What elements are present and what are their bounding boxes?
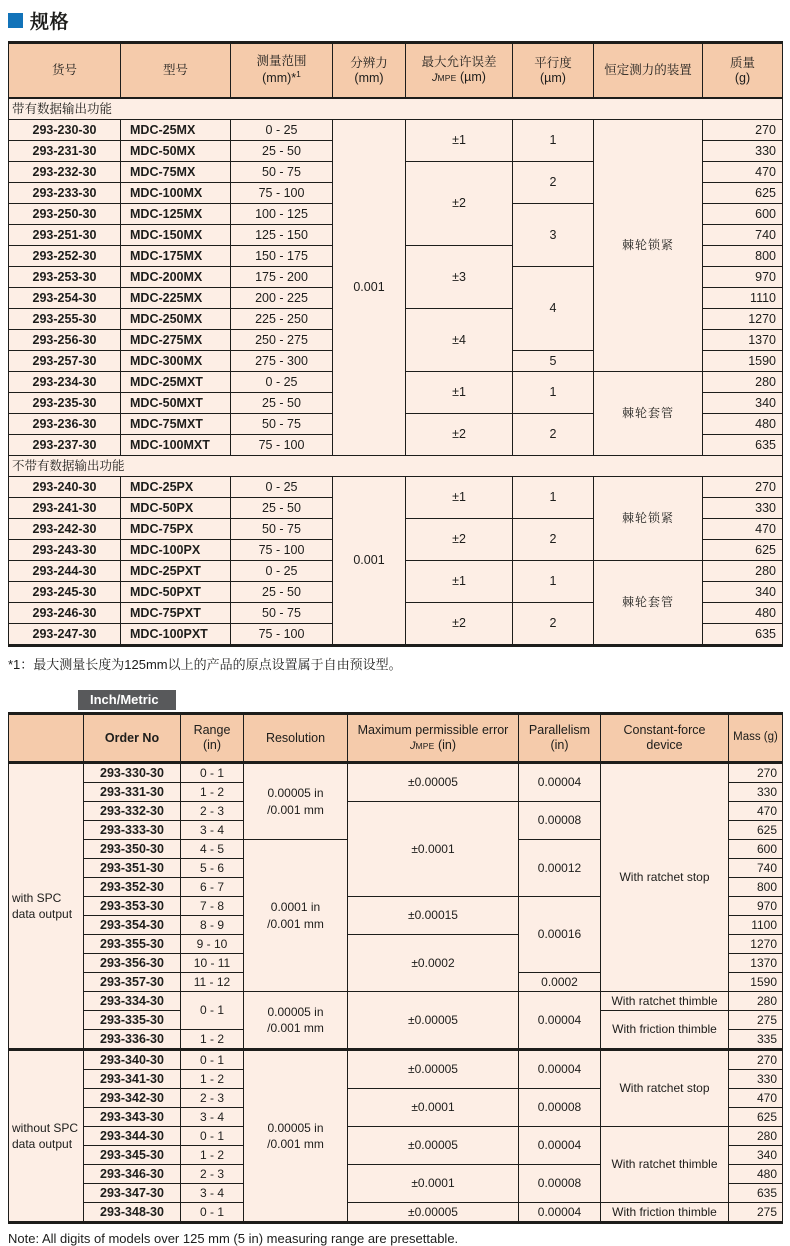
mass-cell: 280 (729, 992, 783, 1011)
resolution-cell: 0.00005 in /0.001 mm (244, 763, 348, 840)
order-no-cell: 293-257-30 (9, 351, 121, 372)
device-cell: With ratchet stop (601, 1050, 729, 1127)
order-no-cell: 293-340-30 (84, 1050, 181, 1070)
section-label: 不带有数据输出功能 (9, 456, 783, 477)
range-cell: 5 - 6 (181, 859, 244, 878)
mpe-cell: ±2 (406, 603, 513, 646)
model-cell: MDC-150MX (121, 225, 231, 246)
order-no-cell: 293-354-30 (84, 916, 181, 935)
col-header-mpe: 最大允许误差 JMPE (µm) (406, 43, 513, 99)
order-no-cell: 293-250-30 (9, 204, 121, 225)
range-cell: 225 - 250 (231, 309, 333, 330)
order-no-cell: 293-255-30 (9, 309, 121, 330)
order-no-cell: 293-333-30 (84, 821, 181, 840)
col-header-mpe: Maximum permissible error JMPE (in) (348, 714, 519, 763)
inch-spec-table (8, 712, 783, 1224)
col-header-order-no: Order No (84, 714, 181, 763)
mpe-cell: ±1 (406, 372, 513, 414)
mass-cell: 1270 (729, 935, 783, 954)
range-cell: 0 - 1 (181, 992, 244, 1030)
device-cell: With friction thimble (601, 1011, 729, 1050)
model-cell: MDC-75PX (121, 519, 231, 540)
order-no-cell: 293-350-30 (84, 840, 181, 859)
order-no-cell: 293-335-30 (84, 1011, 181, 1030)
resolution-cell: 0.001 (333, 477, 406, 646)
mpe-cell: ±3 (406, 246, 513, 309)
mass-cell: 270 (703, 477, 783, 498)
model-cell: MDC-50PXT (121, 582, 231, 603)
mass-cell: 270 (703, 120, 783, 141)
parallelism-cell: 2 (513, 603, 594, 646)
parallelism-cell: 3 (513, 204, 594, 267)
mass-cell: 625 (703, 540, 783, 561)
order-no-cell: 293-242-30 (9, 519, 121, 540)
col-header-device: Constant-force device (601, 714, 729, 763)
range-cell: 3 - 4 (181, 1184, 244, 1203)
mass-cell: 270 (729, 763, 783, 783)
range-cell: 75 - 100 (231, 624, 333, 646)
mass-cell: 480 (703, 603, 783, 624)
table-row (9, 1127, 783, 1146)
mass-cell: 470 (703, 519, 783, 540)
order-no-cell: 293-234-30 (9, 372, 121, 393)
mass-cell: 335 (729, 1030, 783, 1050)
mpe-cell: ±0.0001 (348, 802, 519, 897)
order-no-cell: 293-231-30 (9, 141, 121, 162)
model-cell: MDC-100PX (121, 540, 231, 561)
table-row (9, 1203, 783, 1223)
mass-cell: 1100 (729, 916, 783, 935)
mpe-cell: ±0.00005 (348, 763, 519, 802)
range-cell: 9 - 10 (181, 935, 244, 954)
table-row (9, 477, 783, 498)
range-cell: 6 - 7 (181, 878, 244, 897)
model-cell: MDC-225MX (121, 288, 231, 309)
parallelism-cell: 2 (513, 162, 594, 204)
mass-cell: 970 (703, 267, 783, 288)
order-no-cell: 293-346-30 (84, 1165, 181, 1184)
footnote: *1：最大测量长度为125mm以上的产品的原点设置属于自由预设型。 (8, 657, 402, 672)
range-cell: 10 - 11 (181, 954, 244, 973)
mass-cell: 340 (729, 1146, 783, 1165)
mass-cell: 275 (729, 1011, 783, 1030)
mass-cell: 1370 (729, 954, 783, 973)
model-cell: MDC-25MXT (121, 372, 231, 393)
table-row (9, 763, 783, 783)
order-no-cell: 293-236-30 (9, 414, 121, 435)
mass-cell: 470 (729, 802, 783, 821)
col-header-range: Range (in) (181, 714, 244, 763)
model-cell: MDC-25MX (121, 120, 231, 141)
order-no-cell: 293-256-30 (9, 330, 121, 351)
order-no-cell: 293-251-30 (9, 225, 121, 246)
col-header-group-stub (9, 714, 84, 763)
parallelism-cell: 1 (513, 120, 594, 162)
order-no-cell: 293-341-30 (84, 1070, 181, 1089)
mpe-cell: ±0.00015 (348, 897, 519, 935)
mpe-cell: ±2 (406, 414, 513, 456)
mass-cell: 1110 (703, 288, 783, 309)
range-cell: 1 - 2 (181, 783, 244, 802)
parallelism-cell: 0.00004 (519, 1127, 601, 1165)
parallelism-cell: 0.0002 (519, 973, 601, 992)
model-cell: MDC-275MX (121, 330, 231, 351)
range-cell: 25 - 50 (231, 393, 333, 414)
col-header-resolution: Resolution (244, 714, 348, 763)
mass-cell: 270 (729, 1050, 783, 1070)
metric-spec-table (8, 41, 783, 647)
range-cell: 100 - 125 (231, 204, 333, 225)
device-cell: With friction thimble (601, 1203, 729, 1223)
col-header-resolution: 分辨力 (mm) (333, 43, 406, 99)
device-cell: With ratchet thimble (601, 992, 729, 1011)
mass-cell: 740 (729, 859, 783, 878)
order-no-cell: 293-357-30 (84, 973, 181, 992)
page-title-text: 规格 (30, 11, 70, 33)
section-label: 带有数据输出功能 (9, 98, 783, 120)
device-cell: 棘轮套管 (594, 561, 703, 646)
range-cell: 4 - 5 (181, 840, 244, 859)
mpe-cell: ±1 (406, 561, 513, 603)
table-row (9, 1050, 783, 1070)
inch-header-row (9, 714, 783, 763)
table-row (9, 120, 783, 141)
parallelism-cell: 1 (513, 477, 594, 519)
order-no-cell: 293-235-30 (9, 393, 121, 414)
device-cell: 棘轮套管 (594, 372, 703, 456)
order-no-cell: 293-247-30 (9, 624, 121, 646)
model-cell: MDC-250MX (121, 309, 231, 330)
range-cell: 0 - 1 (181, 763, 244, 783)
mass-cell: 635 (729, 1184, 783, 1203)
mass-cell: 1590 (703, 351, 783, 372)
parallelism-cell: 0.00012 (519, 840, 601, 897)
device-cell: 棘轮锁紧 (594, 120, 703, 372)
parallelism-cell: 0.00004 (519, 763, 601, 802)
order-no-cell: 293-240-30 (9, 477, 121, 498)
range-cell: 50 - 75 (231, 414, 333, 435)
model-cell: MDC-100MX (121, 183, 231, 204)
mass-cell: 600 (703, 204, 783, 225)
order-no-cell: 293-352-30 (84, 878, 181, 897)
order-no-cell: 293-351-30 (84, 859, 181, 878)
mpe-cell: ±2 (406, 519, 513, 561)
range-cell: 0 - 1 (181, 1127, 244, 1146)
mpe-cell: ±2 (406, 162, 513, 246)
mass-cell: 330 (729, 1070, 783, 1089)
group-label-with-spc: with SPC data output (9, 763, 84, 1050)
order-no-cell: 293-232-30 (9, 162, 121, 183)
col-header-range: 测量范围 (mm)*$^1$ (231, 43, 333, 99)
mpe-cell: ±0.0002 (348, 935, 519, 992)
mass-cell: 275 (729, 1203, 783, 1223)
resolution-cell: 0.0001 in /0.001 mm (244, 840, 348, 992)
range-cell: 200 - 225 (231, 288, 333, 309)
parallelism-cell: 4 (513, 267, 594, 351)
model-cell: MDC-25PX (121, 477, 231, 498)
title-square-icon (8, 13, 23, 28)
range-cell: 125 - 150 (231, 225, 333, 246)
col-header-mass: Mass (g) (729, 714, 783, 763)
order-no-cell: 293-344-30 (84, 1127, 181, 1146)
range-cell: 2 - 3 (181, 1089, 244, 1108)
device-cell: 棘轮锁紧 (594, 477, 703, 561)
parallelism-cell: 0.00008 (519, 1089, 601, 1127)
mass-cell: 1590 (729, 973, 783, 992)
col-header-parallelism: Parallelism (in) (519, 714, 601, 763)
range-cell: 2 - 3 (181, 1165, 244, 1184)
range-cell: 75 - 100 (231, 435, 333, 456)
inch-metric-tab: Inch/Metric (78, 690, 176, 710)
model-cell: MDC-100MXT (121, 435, 231, 456)
order-no-cell: 293-334-30 (84, 992, 181, 1011)
order-no-cell: 293-252-30 (9, 246, 121, 267)
resolution-cell: 0.00005 in /0.001 mm (244, 992, 348, 1050)
order-no-cell: 293-330-30 (84, 763, 181, 783)
mpe-cell: ±0.00005 (348, 1203, 519, 1223)
mass-cell: 480 (703, 414, 783, 435)
bottom-note: Note: All digits of models over 125 mm (5 in) measuring range are presettable. (8, 1231, 459, 1246)
range-cell: 0 - 25 (231, 120, 333, 141)
range-cell: 1 - 2 (181, 1030, 244, 1050)
range-cell: 1 - 2 (181, 1070, 244, 1089)
mpe-cell: ±0.0001 (348, 1089, 519, 1127)
range-cell: 175 - 200 (231, 267, 333, 288)
range-cell: 275 - 300 (231, 351, 333, 372)
mpe-cell: ±0.00005 (348, 992, 519, 1050)
model-cell: MDC-300MX (121, 351, 231, 372)
order-no-cell: 293-336-30 (84, 1030, 181, 1050)
device-cell: With ratchet thimble (601, 1127, 729, 1203)
range-cell: 25 - 50 (231, 498, 333, 519)
mpe-cell: ±1 (406, 477, 513, 519)
order-no-cell: 293-253-30 (9, 267, 121, 288)
mass-cell: 970 (729, 897, 783, 916)
range-cell: 75 - 100 (231, 183, 333, 204)
order-no-cell: 293-237-30 (9, 435, 121, 456)
range-cell: 0 - 1 (181, 1050, 244, 1070)
model-cell: MDC-75MX (121, 162, 231, 183)
order-no-cell: 293-332-30 (84, 802, 181, 821)
mass-cell: 330 (703, 498, 783, 519)
device-cell: With ratchet stop (601, 763, 729, 992)
mass-cell: 280 (703, 372, 783, 393)
mass-cell: 800 (729, 878, 783, 897)
mass-cell: 480 (729, 1165, 783, 1184)
range-cell: 250 - 275 (231, 330, 333, 351)
mpe-cell: ±4 (406, 309, 513, 372)
model-cell: MDC-75MXT (121, 414, 231, 435)
mass-cell: 1370 (703, 330, 783, 351)
range-cell: 50 - 75 (231, 162, 333, 183)
model-cell: MDC-200MX (121, 267, 231, 288)
order-no-cell: 293-356-30 (84, 954, 181, 973)
mpe-cell: ±0.00005 (348, 1050, 519, 1089)
range-cell: 2 - 3 (181, 802, 244, 821)
order-no-cell: 293-230-30 (9, 120, 121, 141)
order-no-cell: 293-243-30 (9, 540, 121, 561)
parallelism-cell: 2 (513, 414, 594, 456)
model-cell: MDC-25PXT (121, 561, 231, 582)
resolution-cell: 0.00005 in /0.001 mm (244, 1050, 348, 1223)
range-cell: 0 - 25 (231, 561, 333, 582)
model-cell: MDC-50PX (121, 498, 231, 519)
range-cell: 11 - 12 (181, 973, 244, 992)
range-cell: 0 - 25 (231, 477, 333, 498)
parallelism-cell: 5 (513, 351, 594, 372)
model-cell: MDC-50MXT (121, 393, 231, 414)
mass-cell: 330 (703, 141, 783, 162)
group-label-without-spc: without SPC data output (9, 1050, 84, 1223)
model-cell: MDC-125MX (121, 204, 231, 225)
mass-cell: 470 (729, 1089, 783, 1108)
range-cell: 7 - 8 (181, 897, 244, 916)
mass-cell: 280 (703, 561, 783, 582)
mass-cell: 625 (729, 1108, 783, 1127)
order-no-cell: 293-353-30 (84, 897, 181, 916)
order-no-cell: 293-245-30 (9, 582, 121, 603)
mass-cell: 635 (703, 624, 783, 646)
parallelism-cell: 0.00008 (519, 1165, 601, 1203)
order-no-cell: 293-355-30 (84, 935, 181, 954)
parallelism-cell: 2 (513, 519, 594, 561)
order-no-cell: 293-241-30 (9, 498, 121, 519)
parallelism-cell: 0.00004 (519, 992, 601, 1050)
section-without-data-output (9, 456, 783, 477)
range-cell: 0 - 1 (181, 1203, 244, 1223)
metric-header-row (9, 43, 783, 99)
range-cell: 3 - 4 (181, 821, 244, 840)
parallelism-cell: 1 (513, 561, 594, 603)
range-cell: 3 - 4 (181, 1108, 244, 1127)
mass-cell: 330 (729, 783, 783, 802)
order-no-cell: 293-254-30 (9, 288, 121, 309)
order-no-cell: 293-343-30 (84, 1108, 181, 1127)
range-cell: 50 - 75 (231, 603, 333, 624)
resolution-cell: 0.001 (333, 120, 406, 456)
range-cell: 25 - 50 (231, 141, 333, 162)
order-no-cell: 293-246-30 (9, 603, 121, 624)
parallelism-cell: 0.00016 (519, 897, 601, 973)
order-no-cell: 293-348-30 (84, 1203, 181, 1223)
mass-cell: 740 (703, 225, 783, 246)
order-no-cell: 293-347-30 (84, 1184, 181, 1203)
model-cell: MDC-100PXT (121, 624, 231, 646)
mass-cell: 280 (729, 1127, 783, 1146)
range-cell: 150 - 175 (231, 246, 333, 267)
parallelism-cell: 0.00008 (519, 802, 601, 840)
model-cell: MDC-50MX (121, 141, 231, 162)
col-header-device: 恒定测力的装置 (594, 43, 703, 99)
mass-cell: 625 (729, 821, 783, 840)
order-no-cell: 293-342-30 (84, 1089, 181, 1108)
order-no-cell: 293-244-30 (9, 561, 121, 582)
range-cell: 8 - 9 (181, 916, 244, 935)
range-cell: 50 - 75 (231, 519, 333, 540)
mass-cell: 625 (703, 183, 783, 204)
range-cell: 75 - 100 (231, 540, 333, 561)
parallelism-cell: 0.00004 (519, 1050, 601, 1089)
order-no-cell: 293-233-30 (9, 183, 121, 204)
order-no-cell: 293-331-30 (84, 783, 181, 802)
parallelism-cell: 1 (513, 372, 594, 414)
mass-cell: 635 (703, 435, 783, 456)
mpe-cell: ±1 (406, 120, 513, 162)
mass-cell: 600 (729, 840, 783, 859)
col-header-parallelism: 平行度 (µm) (513, 43, 594, 99)
mass-cell: 800 (703, 246, 783, 267)
mass-cell: 470 (703, 162, 783, 183)
mass-cell: 1270 (703, 309, 783, 330)
mass-cell: 340 (703, 393, 783, 414)
mass-cell: 340 (703, 582, 783, 603)
range-cell: 1 - 2 (181, 1146, 244, 1165)
table-row (9, 992, 783, 1011)
range-cell: 25 - 50 (231, 582, 333, 603)
mpe-cell: ±0.0001 (348, 1165, 519, 1203)
col-header-mass: 质量 (g) (703, 43, 783, 99)
section-with-data-output (9, 98, 783, 120)
range-cell: 0 - 25 (231, 372, 333, 393)
model-cell: MDC-175MX (121, 246, 231, 267)
mpe-cell: ±0.00005 (348, 1127, 519, 1165)
model-cell: MDC-75PXT (121, 603, 231, 624)
parallelism-cell: 0.00004 (519, 1203, 601, 1223)
col-header-model: 型号 (121, 43, 231, 99)
page-title (8, 8, 782, 32)
col-header-order-no: 货号 (9, 43, 121, 99)
order-no-cell: 293-345-30 (84, 1146, 181, 1165)
